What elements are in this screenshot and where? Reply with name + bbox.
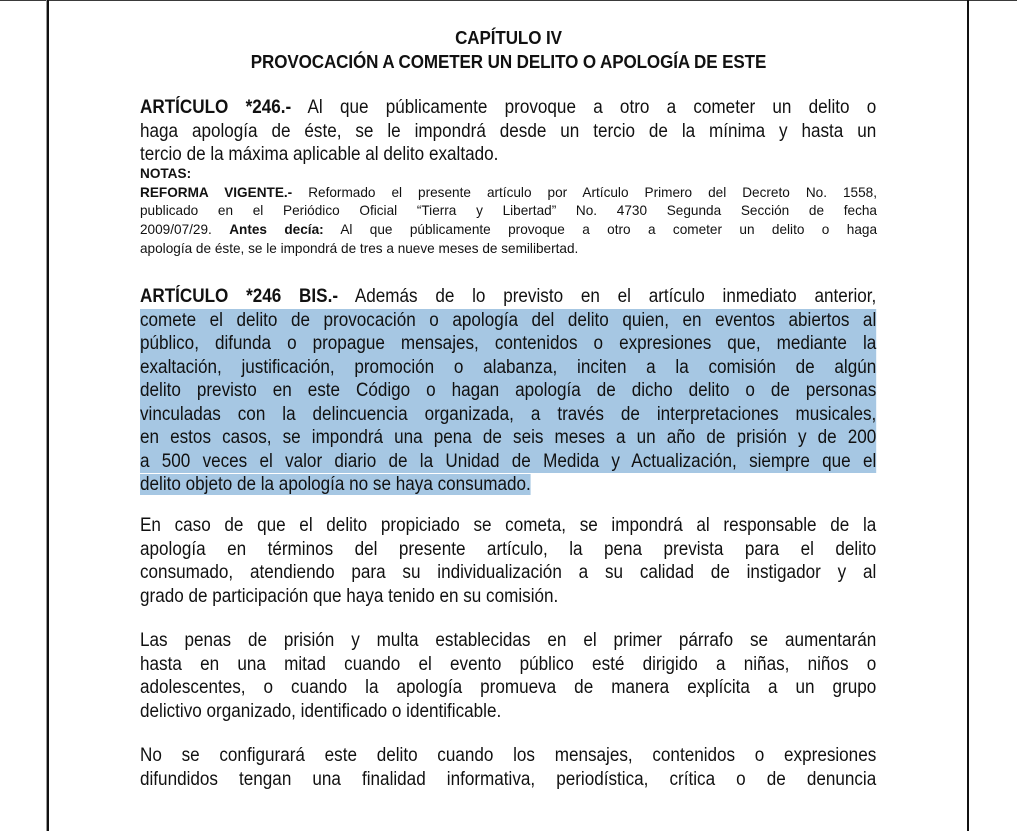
paragraph-line: hasta en una mitad cuando el evento público esté dirigido a niñas, niños o (140, 653, 877, 675)
paragraph-2 (140, 514, 877, 608)
paragraph-line: grado de participación que haya tenido en su comisión. (140, 585, 559, 607)
paragraph-4 (140, 744, 877, 791)
notes-section (140, 165, 877, 259)
chapter-title: PROVOCACIÓN A COMETER UN DELITO O APOLOGÍA DE ESTE (250, 51, 767, 72)
paragraph-line: apología en términos del presente artículo, la pena prevista para el delito (140, 538, 877, 560)
paragraph-line: delictivo organizado, identificado o identificable. (140, 700, 502, 722)
article-246 (140, 96, 877, 167)
paragraph-line: Las penas de prisión y multa establecidas en el primer párrafo se aumentarán (140, 630, 877, 651)
highlighted-line[interactable]: vinculadas con la delincuencia organizada, a través de interpretaciones musicales, (140, 403, 877, 425)
before-label: Antes decía: (229, 222, 324, 238)
highlighted-line-last[interactable] (140, 473, 876, 497)
notes-line: Al que públicamente provoque a otro a cometer un delito o haga (323, 222, 878, 238)
article-246-heading: ARTÍCULO *246.- (140, 97, 292, 118)
paragraph-line: En caso de que el delito propiciado se cometa, se impondrá al responsable de la (140, 515, 877, 536)
chapter-number: CAPÍTULO IV (455, 27, 562, 48)
article-246-line: Al que públicamente provoque a otro a cometer un delito o (291, 97, 877, 118)
article-line: Además de lo previsto en el artículo inmediato anterior, (338, 286, 877, 307)
article-246-line: haga apología de éste, se le impondrá desde un tercio de la mínima y hasta un (140, 120, 877, 142)
notes-label: NOTAS: (140, 166, 192, 181)
notes-line: apología de éste, se le impondrá de tres a nueve meses de semilibertad. (140, 240, 579, 256)
top-border (0, 0, 1017, 1)
article-246-line: tercio de la máxima aplicable al delito exaltado. (140, 144, 499, 165)
reform-label: REFORMA VIGENTE.- (140, 184, 293, 200)
paragraph-line: difundidos tengan una finalidad informativa, periodística, crítica o de denuncia (140, 768, 877, 790)
notes-line: Reformado el presente artículo por Artículo Primero del Decreto No. 1558, (292, 184, 878, 200)
paragraph-line: consumado, atendiendo para su individualización a su calidad de instigador y al (140, 562, 877, 583)
highlighted-line[interactable]: a 500 veces el valor diario de la Unidad de Medida y Actualización, siempre que el (140, 450, 877, 472)
highlighted-line[interactable]: público, difunda o propague mensajes, contenidos o expresiones que, mediante la (140, 333, 877, 354)
article-246-bis (140, 285, 877, 497)
paragraph-3 (140, 629, 877, 723)
paragraph-line: No se configurará este delito cuando los mensajes, contenidos o expresiones (140, 745, 877, 766)
page-left-border (47, 0, 49, 831)
highlighted-line[interactable]: delito previsto en este Código o hagan apología de dicho delito o de personas (140, 380, 877, 401)
notes-line: publicado en el Periódico Oficial “Tierra y Libertad” No. 4730 Segunda Sección de fecha (140, 203, 877, 219)
highlighted-line[interactable]: en estos casos, se impondrá una pena de seis meses a un año de prisión y de 200 (140, 427, 877, 448)
highlighted-line[interactable]: exaltación, justificación, promoción o alabanza, inciten a la comisión de algún (140, 356, 877, 378)
highlighted-line[interactable]: comete el delito de provocación o apología del delito quien, en eventos abiertos al (140, 309, 877, 331)
notes-date: 2009/07/29. (140, 222, 230, 238)
article-246-bis-heading: ARTÍCULO *246 BIS.- (140, 286, 339, 307)
highlighted-text[interactable]: delito objeto de la apología no se haya consumado. (140, 474, 531, 495)
paragraph-line: adolescentes, o cuando la apología promueva de manera explícita a un grupo (140, 677, 877, 698)
page-right-border (967, 0, 969, 831)
